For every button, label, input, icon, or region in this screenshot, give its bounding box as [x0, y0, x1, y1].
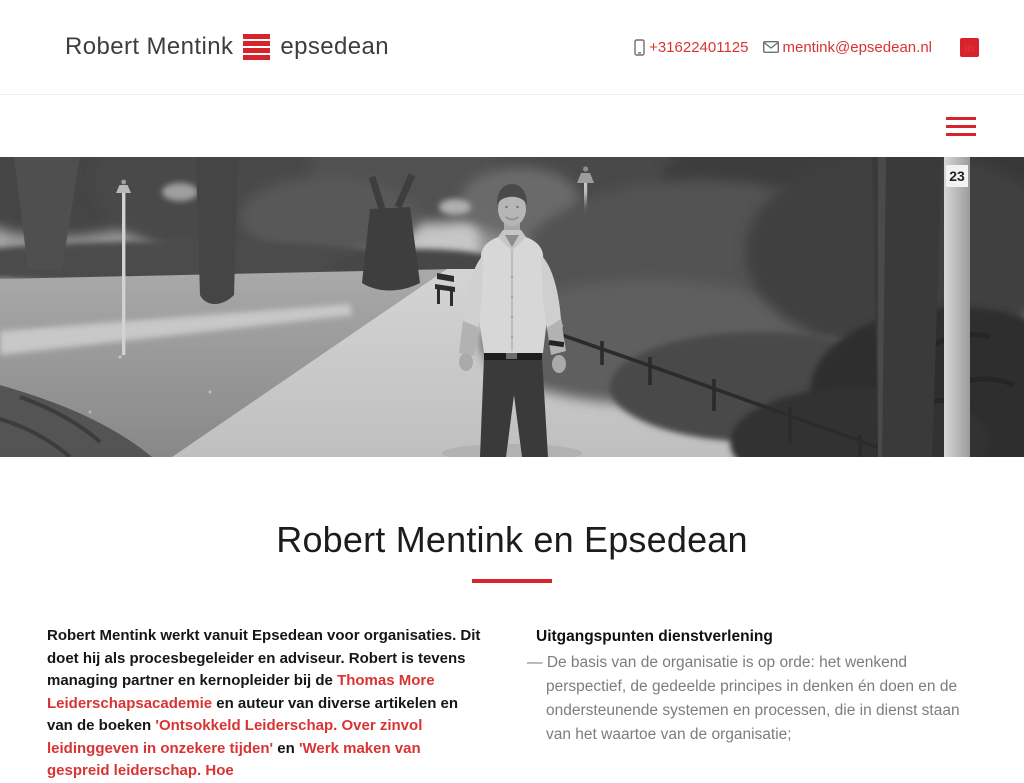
logo-bars-icon	[242, 34, 271, 60]
main-content	[0, 519, 1024, 783]
phone-link[interactable]	[634, 39, 748, 56]
service-item-text: De basis van de organisatie is op orde: het wenkend perspectief, de gedeelde principes in denken én doen en de ondersteunende systemen en processen, die in dienst staan van het waartoe van de organisatie;	[546, 654, 960, 744]
email-address: mentink@epsedean.nl	[782, 38, 932, 56]
services-list	[527, 651, 977, 747]
page-title: Robert Mentink en Epsedean	[276, 519, 748, 560]
top-header	[0, 0, 1024, 95]
pole-sign: 23	[949, 168, 965, 184]
menu-icon[interactable]	[942, 113, 980, 140]
intro-link[interactable]: 'Werk maken van gespreid leiderschap. Hoe	[47, 739, 421, 779]
services-column	[527, 625, 977, 783]
logo-brand: epsedean	[280, 33, 389, 60]
logo[interactable]	[65, 34, 389, 60]
intro-text: en auteur van diverse artikelen en van de boeken	[47, 694, 459, 734]
main-nav	[0, 95, 1024, 157]
bullet-dash: —	[527, 654, 547, 672]
phone-icon	[634, 39, 645, 56]
title-divider	[472, 579, 552, 583]
intro-link[interactable]: Thomas More Leiderschapsacademie	[47, 672, 435, 712]
services-heading: Uitgangspunten dienstverlening	[536, 628, 773, 645]
intro-text: en	[273, 739, 299, 757]
intro-text: Robert Mentink werkt vanuit Epsedean voor organisaties. Dit doet hij als procesbegeleider en adviseur. Robert is tevens managing partner en kernopleider bij de	[47, 627, 481, 689]
hero-image	[0, 157, 1024, 457]
phone-number: +31622401125	[649, 38, 749, 56]
mail-icon	[763, 41, 779, 53]
intro-column	[47, 625, 485, 783]
intro-link[interactable]: 'Ontsokkeld Leiderschap. Over zinvol leidinggeven in onzekere tijden'	[47, 717, 423, 757]
header-contact	[634, 38, 979, 57]
email-link[interactable]	[763, 39, 933, 56]
intro-paragraph	[47, 625, 485, 783]
logo-name: Robert Mentink	[65, 33, 234, 60]
service-item	[527, 651, 977, 747]
linkedin-icon[interactable]: in	[960, 38, 979, 57]
